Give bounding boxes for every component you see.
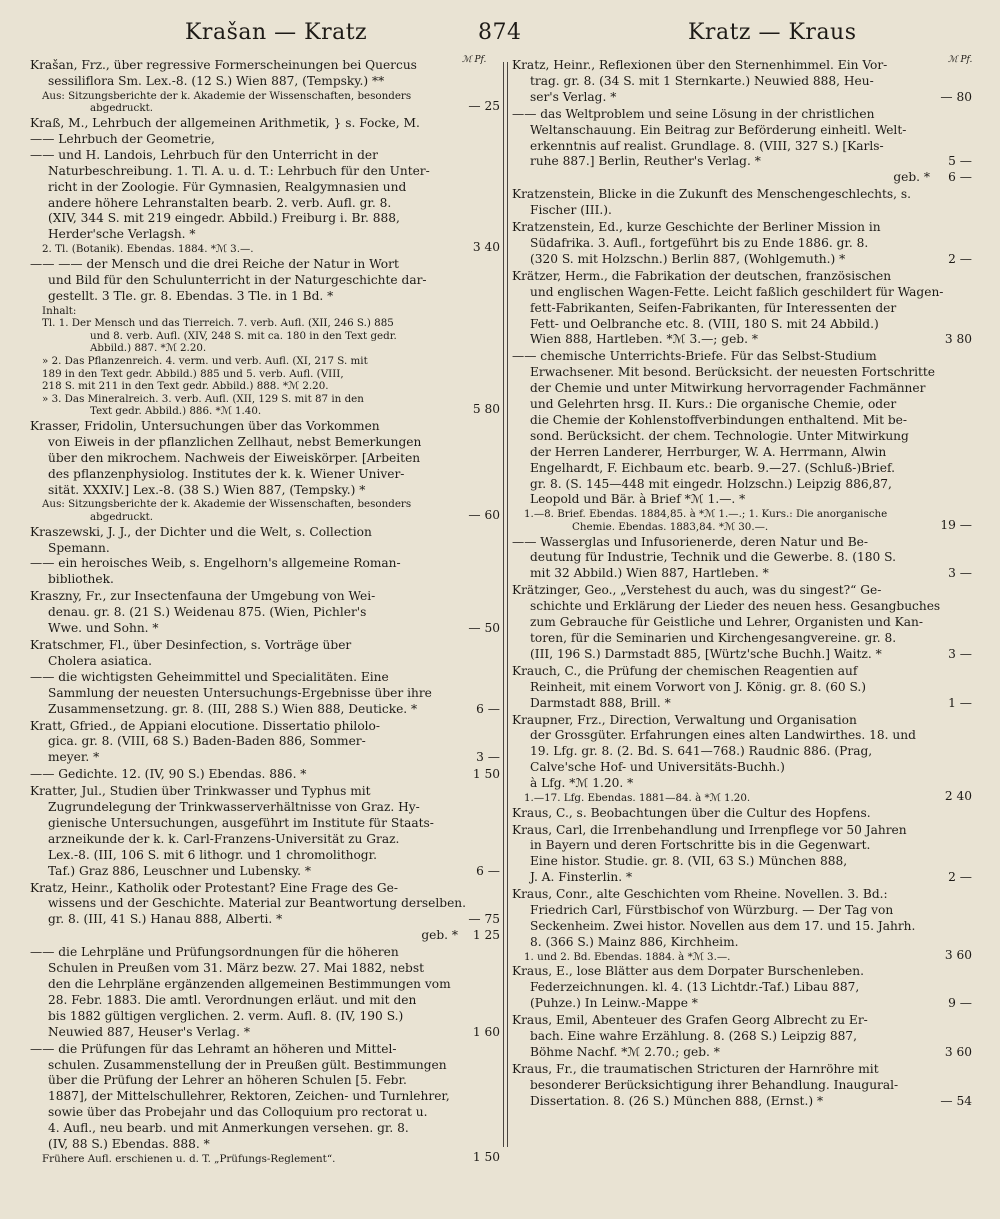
entry-line: Cholera asiatica.: [48, 653, 153, 668]
entry-line: (XIV, 344 S. mit 219 eingedr. Abbild.) Freiburg i. Br. 888,: [48, 211, 400, 226]
entry-line: —— —— der Mensch und die drei Reiche der Natur in Wort: [30, 256, 399, 271]
header-right-running-title: Kratz — Kraus: [688, 20, 857, 45]
entry-price: 1 50: [472, 767, 500, 782]
page-number: 874: [478, 20, 522, 45]
entry-line: des pflanzenphysiolog. Institutes der k. k. Wiener Univer-: [48, 466, 405, 481]
entry-note-line: und 8. verb. Aufl. (XIV, 248 S. mit ca. 180 in den Text gedr.: [90, 329, 397, 342]
entry-line: Leopold und Bär. à Brief *ℳ 1.—. *: [530, 492, 746, 507]
entry-price: 6 —: [476, 863, 500, 878]
entry-note-line: Chemie. Ebendas. 1883,84. *ℳ 30.—.: [572, 520, 769, 533]
entry-line: Dissertation. 8. (26 S.) München 888, (Ernst.) *: [530, 1093, 824, 1108]
entry-line: J. A. Finsterlin. *: [530, 870, 633, 885]
entry-line: Taf.) Graz 886, Leuschner und Lubensky. *: [48, 863, 311, 878]
entry-line: Kratschmer, Fl., über Desinfection, s. Vorträge über: [30, 637, 352, 652]
entry-line: Kraszny, Fr., zur Insectenfauna der Umgebung von Wei-: [30, 589, 376, 604]
catalog-entry: [512, 664, 972, 712]
catalog-entry: [30, 638, 500, 718]
entry-note-line: Frühere Aufl. erschienen u. d. T. „Prüfungs-Reglement“.: [42, 1152, 336, 1165]
catalog-entry: [512, 220, 972, 268]
entry-price: 6 —: [476, 701, 500, 716]
entry-line: Fett- und Oelbranche etc. 8. (VIII, 180 S. mit 24 Abbild.): [530, 316, 879, 331]
currency-head-left: ℳ Pf.: [462, 55, 487, 65]
entry-note-line: 2. Tl. (Botanik). Ebendas. 1884. *ℳ 3.—.: [42, 243, 254, 256]
entry-line: von Eiweis in der pflanzlichen Zellhaut, nebst Bemerkungen: [48, 434, 422, 449]
entry-line: sität. XXXIV.] Lex.-8. (38 S.) Wien 887, (Tempsky.) *: [48, 482, 366, 497]
entry-line: (III, 196 S.) Darmstadt 885, [Würtz'sche Buchh.] Waitz. *: [530, 646, 882, 661]
catalog-entry: [30, 784, 500, 879]
entry-line: —— Lehrbuch der Geometrie,: [30, 131, 215, 146]
entry-line: trag. gr. 8. (34 S. mit 1 Sternkarte.) Neuwied 888, Heu-: [530, 73, 874, 88]
column-divider-inner: [507, 62, 508, 1147]
header-left-running-title: Krašan — Kratz: [185, 20, 368, 45]
catalog-entry: [512, 964, 972, 1012]
entry-price-bound: 1 25: [472, 928, 500, 943]
entry-line: gica. gr. 8. (VIII, 68 S.) Baden-Baden 886, Sommer-: [48, 734, 366, 749]
entry-note-line: 218 S. mit 211 in den Text gedr. Abbild.) 888. *ℳ 2.20.: [42, 380, 329, 393]
entry-notes: [30, 1153, 500, 1166]
entry-line: Kraus, E., lose Blätter aus dem Dorpater Burschenleben.: [512, 964, 864, 979]
entry-notes: [30, 305, 500, 418]
entry-notes: [30, 498, 500, 523]
entry-line: Kraus, C., s. Beobachtungen über die Cultur des Hopfens.: [512, 805, 871, 820]
entry-line: über den mikrochem. Nachweis der Eiweiskörper. [Arbeiten: [48, 450, 421, 465]
entry-notes: [512, 951, 972, 964]
catalog-entry: [30, 257, 500, 418]
entry-line: und Bild für den Schulunterricht in der Naturgeschichte dar-: [48, 272, 427, 287]
entry-line: (320 S. mit Holzschn.) Berlin 887, (Wohlgemuth.) *: [530, 251, 846, 266]
entry-line: ser's Verlag. *: [530, 89, 617, 104]
entry-line: gienische Untersuchungen, ausgeführt im Institute für Staats-: [48, 815, 434, 830]
entry-price: — 54: [940, 1093, 972, 1108]
entry-line: Federzeichnungen. kl. 4. (13 Lichtdr.-Taf.) Libau 887,: [530, 980, 860, 995]
entry-note-line: 1.—8. Brief. Ebendas. 1884,85. à *ℳ 1.—.; 1. Kurs.: Die anorganische: [524, 508, 888, 521]
entry-line: —— die wichtigsten Geheimmittel und Specialitäten. Eine: [30, 669, 389, 684]
entry-price: 1 60: [472, 1024, 500, 1039]
entry-line: 19. Lfg. gr. 8. (2. Bd. S. 641—768.) Raudnic 886. (Prag,: [530, 744, 873, 759]
entry-line: meyer. *: [48, 750, 100, 765]
entry-price: 2 —: [948, 870, 972, 885]
entry-line: Reinheit, mit einem Vorwort von J. König. gr. 8. (60 S.): [530, 679, 867, 694]
entry-line: schulen. Zusammenstellung der in Preußen gült. Bestimmungen: [48, 1057, 447, 1072]
entry-note-line: abgedruckt.: [90, 102, 153, 115]
entry-line: Kratzenstein, Ed., kurze Geschichte der Berliner Mission in: [512, 220, 881, 235]
entry-notes: [30, 243, 500, 256]
entry-line: 4. Aufl., neu bearb. und mit Anmerkungen versehen. gr. 8.: [48, 1121, 409, 1136]
catalog-entry: [30, 945, 500, 1040]
entry-line: Kraus, Conr., alte Geschichten vom Rheine. Novellen. 3. Bd.:: [512, 887, 888, 902]
catalog-entry: [30, 1042, 500, 1166]
entry-line: sowie über das Probejahr und das Colloquium pro rectorat u.: [48, 1105, 428, 1120]
entry-line: Kraupner, Frz., Direction, Verwaltung und Organisation: [512, 712, 857, 727]
entry-line: der Chemie und unter Mitwirkung hervorragender Fachmänner: [530, 381, 926, 396]
entry-line: Krašan, Frz., über regressive Formerscheinungen bei Quercus: [30, 58, 417, 72]
entry-line: und Gelehrten hrsg. II. Kurs.: Die organische Chemie, oder: [530, 397, 897, 412]
entry-line: Südafrika. 3. Aufl., fortgeführt bis zu Ende 1886. gr. 8.: [530, 235, 869, 250]
entry-line: —— Wasserglas und Infusorienerde, deren Natur und Be-: [512, 534, 869, 549]
entry-line: sond. Berücksicht. der chem. Technologie. Unter Mitwirkung: [530, 428, 909, 443]
entry-line: Sammlung der neuesten Untersuchungs-Ergebnisse über ihre: [48, 685, 432, 700]
entry-price: 3 —: [948, 566, 972, 581]
entry-line: —— ein heroisches Weib, s. Engelhorn's allgemeine Roman-: [30, 556, 401, 571]
entry-notes: [30, 90, 500, 115]
entry-notes: [512, 792, 972, 805]
entry-line: und englischen Wagen-Fette. Leicht faßlich geschildert für Wagen-: [530, 284, 944, 299]
entry-line: 1887], der Mittelschullehrer, Rektoren, Zeichen- und Turnlehrer,: [48, 1089, 450, 1104]
entry-line: Kratt, Gfried., de Appiani elocutione. Dissertatio philolo-: [30, 718, 381, 733]
entry-line: wissens und der Geschichte. Material zur Beantwortung derselben.: [48, 896, 467, 911]
entry-line: bach. Eine wahre Erzählung. 8. (268 S.) Leipzig 887,: [530, 1029, 858, 1044]
entry-price: 3 80: [944, 332, 972, 347]
entry-line: (IV, 88 S.) Ebendas. 888. *: [48, 1137, 210, 1152]
entry-line: Kraus, Emil, Abenteuer des Grafen Georg Albrecht zu Er-: [512, 1013, 868, 1028]
entry-price: 9 —: [948, 996, 972, 1011]
entry-line: Kraszewski, J. J., der Dichter und die Welt, s. Collection: [30, 524, 372, 539]
entry-line: Kratz, Heinr., Reflexionen über den Sternenhimmel. Ein Vor-: [512, 58, 888, 72]
entry-line: Kraus, Fr., die traumatischen Stricturen der Harnröhre mit: [512, 1061, 879, 1076]
entry-line: Fischer (III.).: [530, 203, 612, 218]
catalog-entry: [30, 525, 500, 589]
left-column: [30, 58, 500, 1167]
catalog-entry: [512, 58, 972, 106]
column-divider: [503, 62, 504, 1147]
entry-line: die Chemie der Kohlenstoffverbindungen enthaltend. Mit be-: [530, 412, 907, 427]
entry-price: 2 40: [944, 788, 972, 803]
entry-price: 5 80: [472, 402, 500, 416]
entry-note-line: abgedruckt.: [90, 511, 153, 524]
entry-line: 28. Febr. 1883. Die amtl. Verordnungen erläut. und mit den: [48, 992, 417, 1007]
entry-note-line: » 3. Das Mineralreich. 3. verb. Aufl. (XII, 129 S. mit 87 in den: [42, 392, 364, 405]
entry-line: gestellt. 3 Tle. gr. 8. Ebendas. 3 Tle. in 1 Bd. *: [48, 288, 334, 303]
entry-price: — 25: [468, 99, 500, 114]
entry-line: Kratter, Jul., Studien über Trinkwasser und Typhus mit: [30, 784, 371, 799]
entry-price-bound: 6 —: [948, 170, 972, 185]
entry-line: Seckenheim. Zwei histor. Novellen aus dem 17. und 15. Jahrh.: [530, 919, 916, 933]
entry-price: 3 60: [944, 1044, 972, 1059]
catalog-entry: [512, 535, 972, 583]
catalog-entry: [512, 806, 972, 822]
entry-price: — 80: [940, 89, 972, 104]
entry-note-line: 1. und 2. Bd. Ebendas. 1884. à *ℳ 3.—.: [524, 950, 731, 963]
entry-line: richt in der Zoologie. Für Gymnasien, Realgymnasien und: [48, 179, 407, 194]
entry-note-line: 1.—17. Lfg. Ebendas. 1881—84. à *ℳ 1.20.: [524, 792, 751, 805]
entry-line: Zusammensetzung. gr. 8. (III, 288 S.) Wien 888, Deuticke. *: [48, 701, 418, 716]
entry-line: Kratz, Heinr., Katholik oder Protestant? Eine Frage des Ge-: [30, 880, 398, 895]
catalog-entry: [512, 1062, 972, 1110]
entry-line: Darmstadt 888, Brill. *: [530, 695, 671, 710]
catalog-entry: [30, 58, 500, 115]
entry-price: — 50: [468, 621, 500, 636]
entry-line: in Bayern und deren Fortschritte bis in die Gegenwart.: [530, 838, 871, 853]
entry-line: —— und H. Landois, Lehrbuch für den Unterricht in der: [30, 147, 378, 162]
entry-line: Naturbeschreibung. 1. Tl. A. u. d. T.: Lehrbuch für den Unter-: [48, 163, 430, 178]
entry-line: Schulen in Preußen vom 31. März bezw. 27. Mai 1882, nebst: [48, 961, 424, 976]
catalog-entry: [512, 887, 972, 963]
entry-line: Eine histor. Studie. gr. 8. (VII, 63 S.) München 888,: [530, 854, 848, 869]
entry-line: gr. 8. (III, 41 S.) Hanau 888, Alberti. *: [48, 912, 283, 927]
entry-line: sessiliflora Sm. Lex.-8. (12 S.) Wien 887, (Tempsky.) **: [48, 73, 385, 88]
entry-line: Wien 888, Hartleben. *ℳ 3.—; geb. *: [530, 332, 758, 347]
entry-line: fett-Fabrikanten, Seifen-Fabrikanten, für Interessenten der: [530, 300, 897, 315]
entry-line: Böhme Nachf. *ℳ 2.70.; geb. *: [530, 1044, 720, 1059]
entry-line: Erwachsener. Mit besond. Berücksicht. der neuesten Fortschritte: [530, 365, 935, 380]
entry-line: Neuwied 887, Heuser's Verlag. *: [48, 1024, 250, 1039]
entry-line: —— das Weltproblem und seine Lösung in der christlichen: [512, 106, 875, 121]
entry-line: bis 1882 gültigen verglichen. 2. verm. Aufl. 8. (IV, 190 S.): [48, 1008, 404, 1023]
right-column: [512, 58, 972, 1111]
catalog-entry: [512, 713, 972, 805]
catalog-entry: [512, 583, 972, 663]
entry-line: geb. *: [893, 170, 930, 185]
entry-line: Krätzinger, Geo., „Verstehest du auch, was du singest?“ Ge-: [512, 583, 882, 598]
catalog-entry: [30, 881, 500, 945]
entry-line: Lex.-8. (III, 106 S. mit 6 lithogr. und 1 chromolithogr.: [48, 847, 377, 862]
catalog-entry: [512, 187, 972, 219]
entry-line: Calve'sche Hof- und Universitäts-Buchh.): [530, 760, 785, 775]
entry-note-line: Abbild.) 887. *ℳ 2.20.: [90, 342, 207, 355]
entry-line: Krasser, Fridolin, Untersuchungen über das Vorkommen: [30, 418, 380, 433]
entry-line: Wwe. und Sohn. *: [48, 621, 159, 636]
entry-line: erkenntnis auf realist. Grundlage. 8. (VIII, 327 S.) [Karls-: [530, 138, 884, 153]
entry-notes: [512, 508, 972, 533]
entry-line: deutung für Industrie, Technik und die Gewerbe. 8. (180 S.: [530, 550, 896, 565]
entry-price: 3 —: [476, 750, 500, 765]
entry-line: (Puhze.) In Leinw.-Mappe *: [530, 996, 698, 1011]
entry-line: Kratzenstein, Blicke in die Zukunft des Menschengeschlechts, s.: [512, 187, 912, 202]
entry-line: 8. (366 S.) Mainz 886, Kirchheim.: [530, 934, 739, 949]
entry-price: 2 —: [948, 251, 972, 266]
catalog-entry: [512, 107, 972, 187]
entry-price: 1 50: [472, 1149, 500, 1164]
entry-price: — 75: [468, 912, 500, 927]
entry-line: Weltanschauung. Ein Beitrag zur Beförderung einheitl. Welt-: [530, 122, 907, 137]
entry-line: bibliothek.: [48, 572, 114, 587]
entry-price: 3 60: [944, 947, 972, 962]
entry-price: 19 —: [940, 517, 972, 532]
entry-line: —— chemische Unterrichts-Briefe. Für das Selbst-Studium: [512, 349, 877, 364]
entry-line: gr. 8. (S. 145—448 mit eingedr. Holzschn.) Leipzig 886,87,: [530, 476, 892, 491]
entry-line: der Grossgüter. Erfahrungen eines alten Landwirthes. 18. und: [530, 728, 916, 743]
entry-line: Krauch, C., die Prüfung der chemischen Reagentien auf: [512, 663, 858, 678]
catalog-entry: [30, 116, 500, 256]
entry-note-line: » 2. Das Pflanzenreich. 4. verm. und verb. Aufl. (XI, 217 S. mit: [42, 354, 368, 367]
entry-line: Spemann.: [48, 540, 110, 555]
entry-line: Herder'sche Verlagsh. *: [48, 227, 196, 242]
entry-line: Krätzer, Herm., die Fabrikation der deutschen, französischen: [512, 268, 892, 283]
entry-line: andere höhere Lehranstalten bearb. 2. verb. Aufl. gr. 8.: [48, 195, 392, 210]
entry-note-line: Tl. 1. Der Mensch und das Tierreich. 7. verb. Aufl. (XII, 246 S.) 885: [42, 317, 394, 330]
catalog-entry: [30, 419, 500, 524]
entry-note-line: Inhalt:: [42, 304, 77, 317]
entry-note-line: Aus: Sitzungsberichte der k. Akademie der Wissenschaften, besonders: [42, 89, 412, 102]
entry-line: Zugrundelegung der Trinkwasserverhältnisse von Graz. Hy-: [48, 800, 420, 815]
entry-note-line: 189 in den Text gedr. Abbild.) 885 und 5. verb. Aufl. (VIII,: [42, 367, 344, 380]
entry-price: 5 —: [948, 154, 972, 169]
entry-line: Engelhardt, F. Eichbaum etc. bearb. 9.—27. (Schluß-)Brief.: [530, 460, 895, 475]
entry-line: Friedrich Carl, Fürstbischof von Würzburg. — Der Tag von: [530, 903, 894, 918]
entry-line: à Lfg. *ℳ 1.20. *: [530, 776, 634, 791]
entry-note-line: Text gedr. Abbild.) 886. *ℳ 1.40.: [90, 405, 262, 418]
entry-line: über die Prüfung der Lehrer an höheren Schulen [5. Febr.: [48, 1073, 407, 1088]
entry-price: 3 40: [472, 239, 500, 254]
entry-line: denau. gr. 8. (21 S.) Weidenau 875. (Wien, Pichler's: [48, 605, 367, 620]
entry-price: 1 —: [948, 695, 972, 710]
entry-line: mit 32 Abbild.) Wien 887, Hartleben. *: [530, 566, 769, 581]
catalog-entry: [30, 767, 500, 783]
entry-line: geb. *: [421, 928, 458, 943]
entry-line: der Herren Landerer, Herrburger, W. A. Herrmann, Alwin: [530, 444, 887, 459]
entry-line: toren, für die Seminarien und Kirchengesangvereine. gr. 8.: [530, 631, 897, 645]
catalog-entry: [30, 719, 500, 767]
entry-line: den die Lehrpläne ergänzenden allgemeinen Bestimmungen vom: [48, 977, 451, 991]
entry-line: ruhe 887.] Berlin, Reuther's Verlag. *: [530, 154, 761, 169]
entry-note-line: Aus: Sitzungsberichte der k. Akademie der Wissenschaften, besonders: [42, 498, 412, 511]
entry-line: zum Gebrauche für Geistliche und Lehrer, Organisten und Kan-: [530, 615, 924, 630]
entry-price: 3 —: [948, 646, 972, 661]
entry-line: Kraus, Carl, die Irrenbehandlung und Irrenpflege vor 50 Jahren: [512, 822, 907, 837]
entry-price: — 60: [468, 507, 500, 522]
entry-line: besonderer Berücksichtigung ihrer Behandlung. Inaugural-: [530, 1077, 899, 1092]
entry-line: arzneikunde der k. k. Carl-Franzens-Universität zu Graz.: [48, 831, 400, 846]
entry-line: —— die Lehrpläne und Prüfungsordnungen für die höheren: [30, 945, 399, 960]
catalog-entry: [30, 589, 500, 637]
catalog-entry: [512, 1013, 972, 1061]
catalog-entry: [512, 269, 972, 349]
entry-line: —— Gedichte. 12. (IV, 90 S.) Ebendas. 886. *: [30, 767, 307, 782]
entry-line: schichte und Erklärung der Lieder des neuen hess. Gesangbuches: [530, 599, 941, 614]
catalog-entry: [512, 823, 972, 887]
entry-line: Kraß, M., Lehrbuch der allgemeinen Arithmetik, } s. Focke, M.: [30, 116, 420, 130]
currency-head-right: ℳ Pf.: [948, 55, 973, 65]
catalog-entry: [512, 349, 972, 533]
entry-line: —— die Prüfungen für das Lehramt an höheren und Mittel-: [30, 1041, 397, 1056]
